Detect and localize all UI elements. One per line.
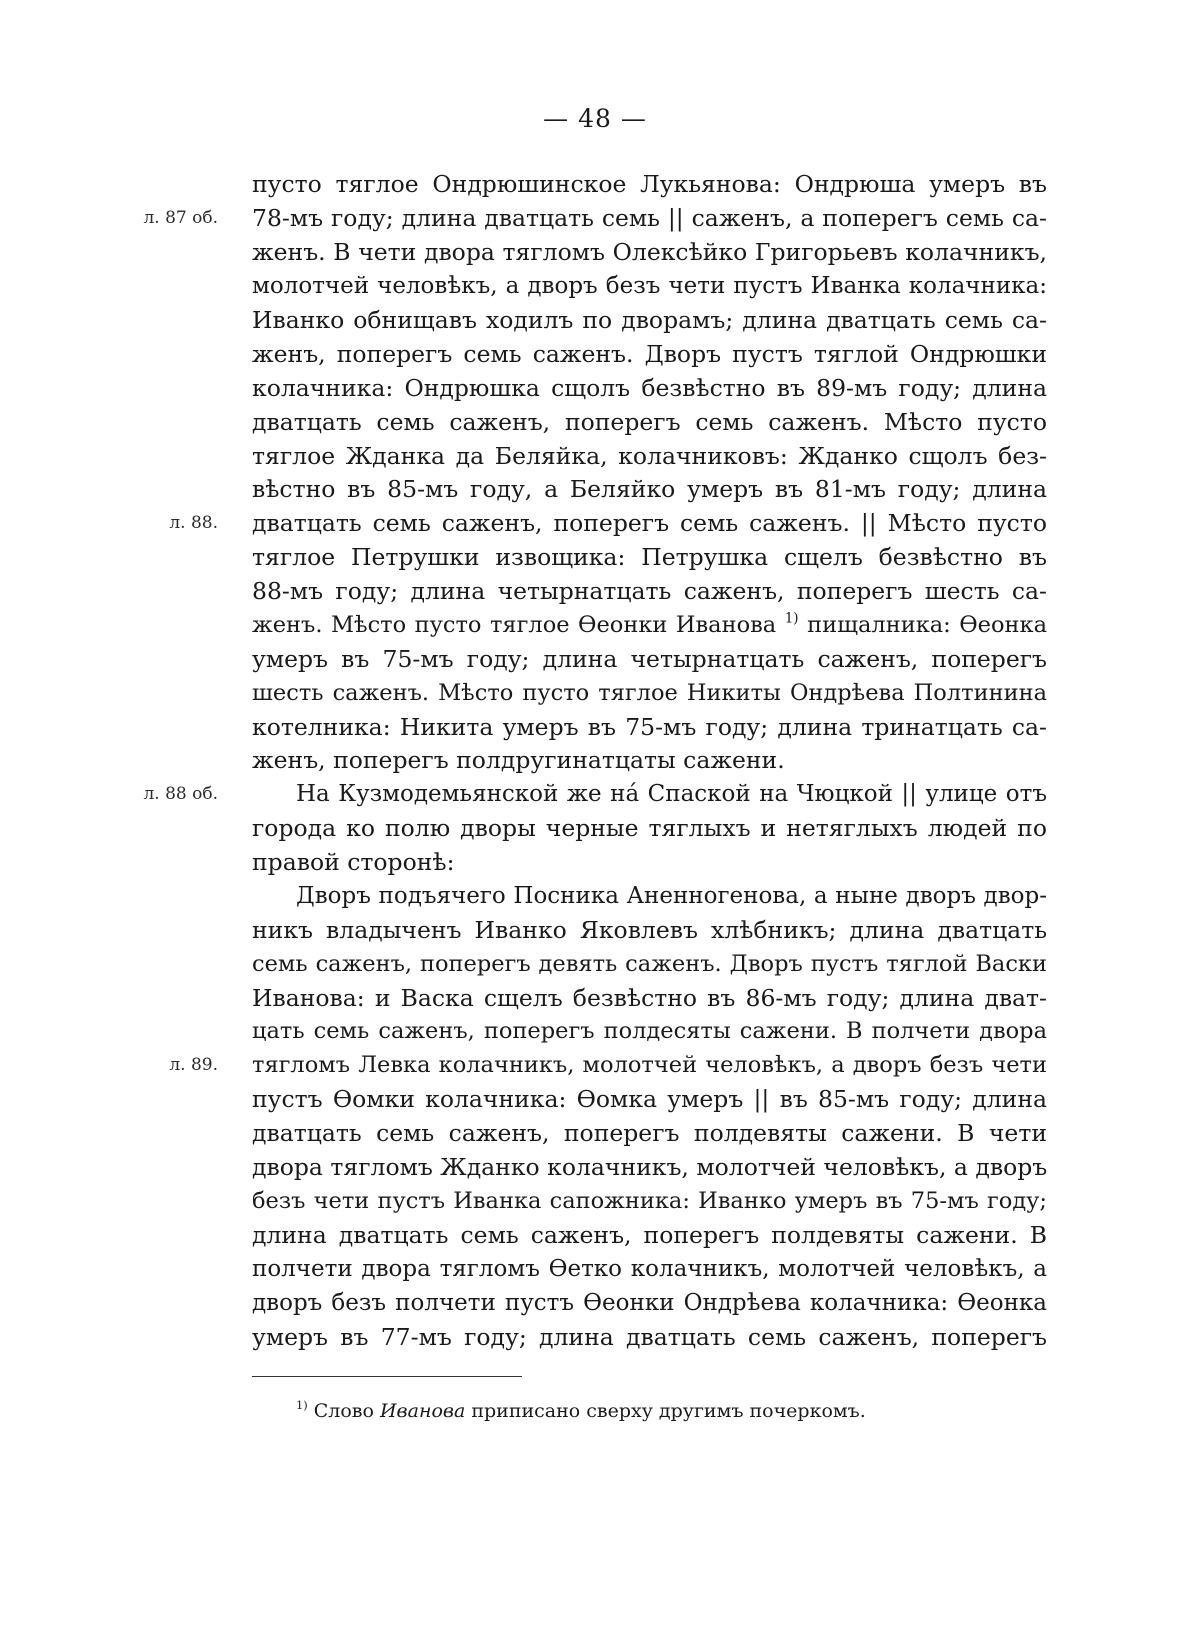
page-number: — 48 — xyxy=(543,104,647,133)
text-line: Иванко обнищавъ ходилъ по дворамъ; длина дватцать семь са- xyxy=(252,306,1047,334)
text-line: Дворъ подъячего Посника Аненногенова, а ныне дворъ двор- xyxy=(296,883,1047,909)
footnote-ref: 1) xyxy=(784,610,799,627)
text-line: семь саженъ, поперегъ девять саженъ. Дворъ пустъ тяглой Васки xyxy=(252,951,1047,977)
text-line: котелника: Никита умеръ въ 75-мъ году; длина тринатцать са- xyxy=(252,713,1047,741)
text-line: 88-мъ году; длина четырнатцать саженъ, поперегъ шесть са- xyxy=(252,577,1047,605)
text-line: двора тягломъ Жданко колачникъ, молотчей человѣкъ, а дворъ xyxy=(252,1153,1048,1181)
text-line: 78-мъ году; длина дватцать семь || саженъ, а поперегъ семь са- xyxy=(252,204,1047,232)
footnote xyxy=(296,1397,866,1425)
text-line: умеръ въ 75-мъ году; длина четырнатцать саженъ, поперегъ xyxy=(252,645,1047,673)
text-line: тяглое Петрушки извощика: Петрушка сщелъ безвѣстно въ xyxy=(252,543,1047,571)
text-line: шесть саженъ. Мѣсто пусто тяглое Никиты Ондрѣева Полтинина xyxy=(252,680,1047,706)
text-line: пустъ Ѳомки колачника: Ѳомка умеръ || въ 85-мъ году; длина xyxy=(252,1085,1047,1113)
text-line: города ко полю дворы черные тяглыхъ и нетяглыхъ людей по xyxy=(252,814,1047,842)
text-line: молотчей человѣкъ, а дворъ безъ чети пустъ Иванка колачника: xyxy=(252,273,1047,299)
margin-note-folio: л. 87 об. xyxy=(143,208,218,228)
text-line-with-footnote xyxy=(252,608,1047,642)
text-line: На Кузмодемьянской же на́ Спаской на Чюцкой || улице отъ xyxy=(296,781,1047,807)
margin-note-folio: л. 88 об. xyxy=(143,784,218,804)
text-line: дватцать семь саженъ, поперегъ семь саженъ. Мѣсто пусто xyxy=(252,408,1047,436)
text-line: тягломъ Левка колачникъ, молотчей человѣкъ, а дворъ безъ чети xyxy=(252,1052,1047,1078)
footnote-italic-word: Иванова xyxy=(379,1400,466,1422)
text-fragment: женъ. Мѣсто пусто тяглое Ѳеонки Иванова xyxy=(252,612,777,638)
margin-note-folio: л. 89. xyxy=(169,1055,218,1075)
text-line: дворъ безъ полчети пустъ Ѳеонки Ондрѣева колачника: Ѳеонка xyxy=(252,1290,1047,1316)
footnote-text-after: приписано сверху другимъ почеркомъ. xyxy=(471,1400,866,1422)
text-line: никъ владыченъ Иванко Яковлевъ хлѣбникъ; длина дватцать xyxy=(252,916,1047,944)
text-line: дватцать семь саженъ, поперегъ семь саженъ. || Мѣсто пусто xyxy=(252,509,1047,537)
text-line: пусто тяглое Ондрюшинское Лукьянова: Ондрюша умеръ въ xyxy=(252,170,1047,198)
text-line: тяглое Жданка да Беляйка, колачниковъ: Жданко сщолъ без- xyxy=(252,442,1047,470)
text-line: правой сторонѣ: xyxy=(252,848,455,876)
text-line: длина дватцать семь саженъ, поперегъ полдевяты сажени. В xyxy=(252,1221,1047,1249)
text-line: цать семь саженъ, поперегъ полдесяты сажени. В полчети двора xyxy=(252,1018,1047,1044)
text-line: дватцать семь саженъ, поперегъ полдевяты сажени. В чети xyxy=(252,1119,1047,1147)
text-line: вѣстно въ 85-мъ году, а Беляйко умеръ въ 81-мъ году; длина xyxy=(252,475,1047,503)
margin-note-folio: л. 88. xyxy=(169,513,218,533)
text-line: женъ. В чети двора тягломъ Олексѣйко Григорьевъ колачникъ, xyxy=(252,238,1047,266)
text-line: женъ, поперегъ семь саженъ. Дворъ пустъ тяглой Ондрюшки xyxy=(252,340,1047,368)
text-line: полчети двора тягломъ Ѳетко колачникъ, молотчей человѣкъ, а xyxy=(252,1256,1047,1282)
text-line: умеръ въ 77-мъ году; длина дватцать семь саженъ, поперегъ xyxy=(252,1323,1047,1351)
footnote-separator xyxy=(252,1376,522,1377)
footnote-text-before: Слово xyxy=(313,1400,374,1422)
text-line: женъ, поперегъ полдругинатцаты сажени. xyxy=(252,746,785,774)
text-fragment: пищалника: Ѳеонка xyxy=(807,612,1048,638)
text-line: Иванова: и Васка сщелъ безвѣстно въ 86-мъ году; длина дват- xyxy=(252,984,1047,1012)
text-line: колачника: Ондрюшка сщолъ безвѣстно въ 89-мъ году; длина xyxy=(252,374,1047,402)
text-line: безъ чети пустъ Иванка сапожника: Иванко умеръ въ 75-мъ году; xyxy=(252,1188,1047,1214)
footnote-marker: 1) xyxy=(296,1398,308,1413)
